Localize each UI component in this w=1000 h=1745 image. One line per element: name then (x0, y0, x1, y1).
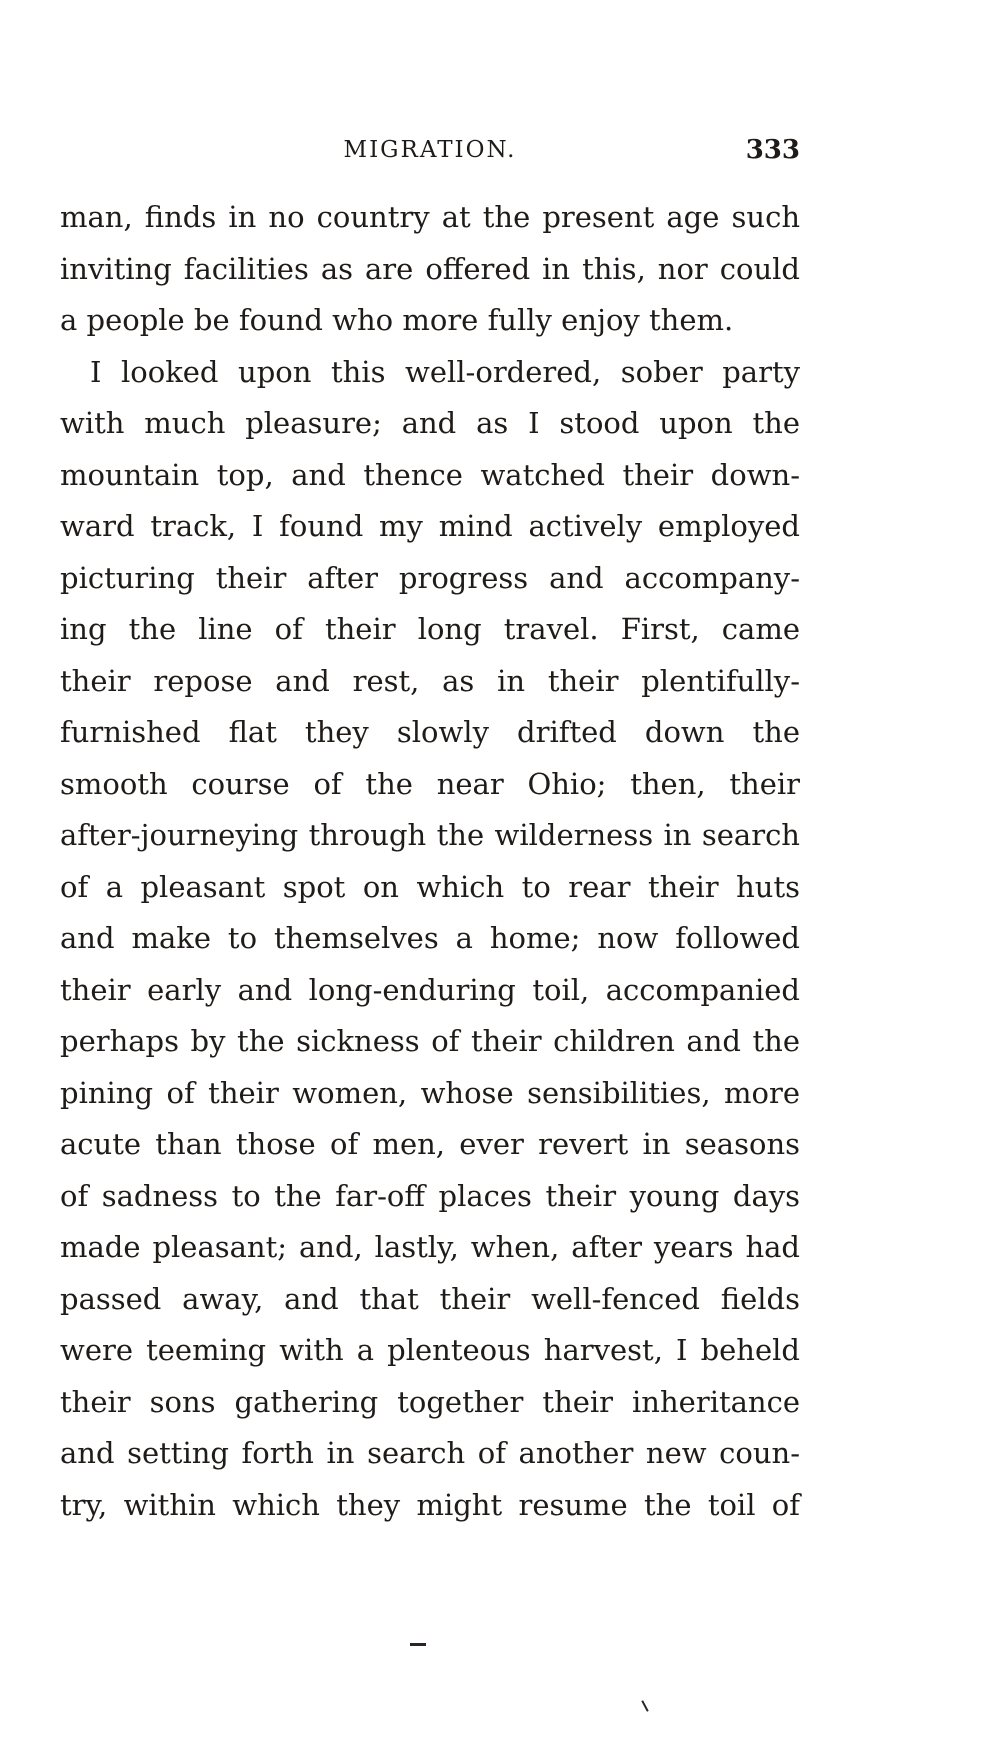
text-line: and setting forth in search of another new coun- (60, 1436, 800, 1470)
text-line: their early and long-enduring toil, accompanied (60, 972, 800, 1007)
text-line: acute than those of men, ever revert in seasons (60, 1127, 800, 1161)
text-line: and make to themselves a home; now followed (60, 921, 800, 955)
text-line: ward track, I found my mind actively employed (60, 509, 800, 543)
text-line: with much pleasure; and as I stood upon the (60, 406, 800, 440)
text-line: made pleasant; and, lastly, when, after years had (60, 1230, 800, 1264)
text-line: their sons gathering together their inheritance (60, 1384, 800, 1419)
text-line: their repose and rest, as in their plentifully- (60, 663, 800, 698)
body-text (60, 192, 800, 1531)
text-line: of a pleasant spot on which to rear their huts (60, 869, 800, 904)
text-line: ing the line of their long travel. First, came (60, 612, 800, 646)
text-line: picturing their after progress and accompany- (60, 560, 800, 595)
text-line: furnished flat they slowly drifted down the (60, 715, 800, 749)
ink-dash-mark (410, 1643, 426, 1646)
running-title: MIGRATION. (343, 137, 517, 163)
text-line: try, within which they might resume the toil of (60, 1487, 800, 1522)
paragraph-start-line: I looked upon this well-ordered, sober party (90, 354, 800, 389)
text-line: mountain top, and thence watched their down- (60, 457, 800, 492)
text-line: inviting facilities as are offered in this, nor could (60, 251, 800, 286)
text-line: man, finds in no country at the present age such (60, 200, 800, 234)
text-line: of sadness to the far-off places their young days (60, 1178, 800, 1213)
text-line: after-journeying through the wilderness in search (60, 818, 800, 852)
text-line: smooth course of the near Ohio; then, their (60, 766, 800, 801)
text-line: a people be found who more fully enjoy them. (60, 303, 734, 337)
text-line: passed away, and that their well-fenced fields (60, 1281, 800, 1316)
text-line: were teeming with a plenteous harvest, I beheld (60, 1333, 800, 1367)
running-head (60, 130, 800, 170)
page-number: 333 (745, 135, 800, 165)
text-line: pining of their women, whose sensibilities, more (60, 1075, 800, 1110)
text-line: perhaps by the sickness of their children and the (60, 1024, 800, 1058)
ink-tick-mark (641, 1700, 648, 1712)
